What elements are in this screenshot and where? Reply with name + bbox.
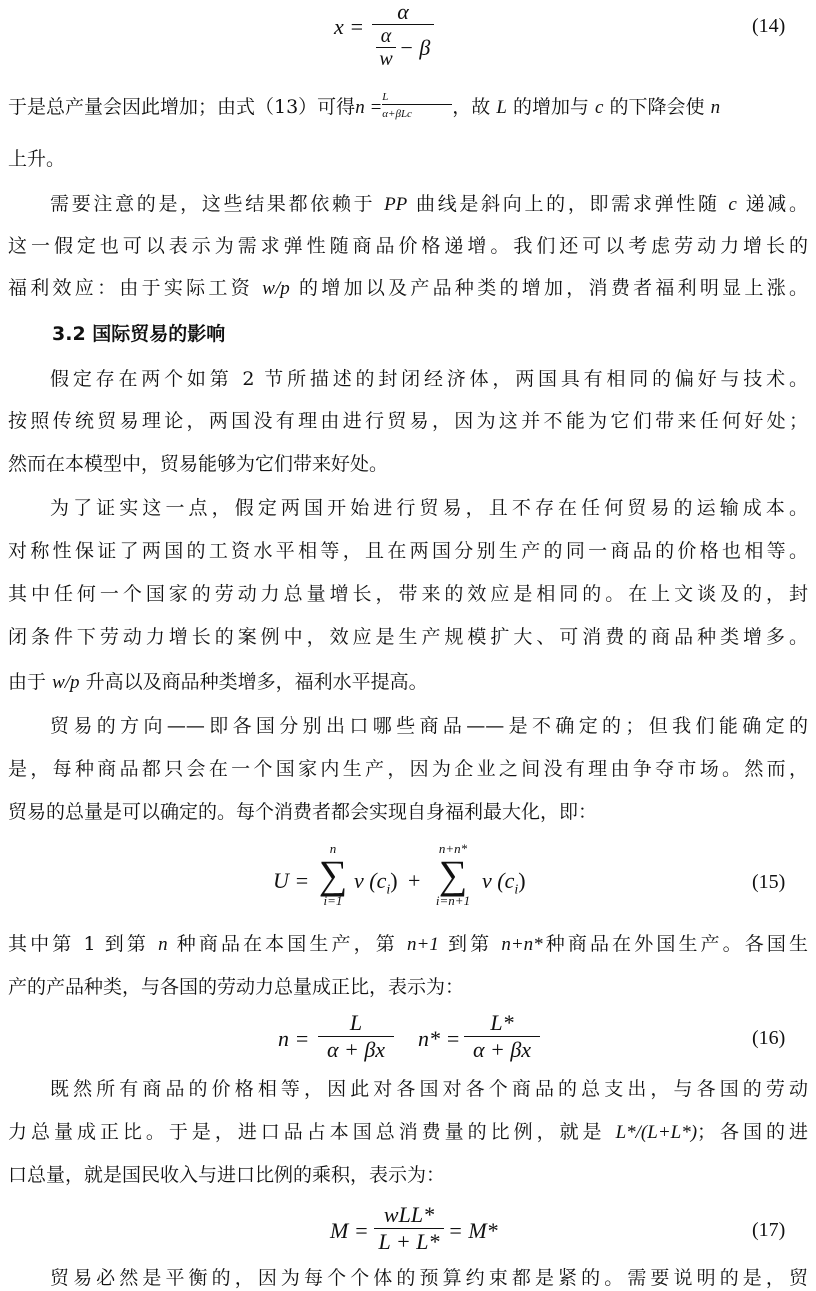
eq15-sum2-upper: n+n* bbox=[438, 841, 468, 856]
eq15-term2-close: ) bbox=[518, 868, 526, 893]
eq17-den: L + L* bbox=[378, 1229, 440, 1254]
p2-text-l3b: 的增加以及产品种类的增加，消费者福利明显上涨。 bbox=[299, 277, 808, 299]
paragraph-7-line-2 bbox=[8, 1120, 808, 1145]
p7-text-b: ；各国的进 bbox=[697, 1121, 808, 1143]
eq15-term1-sub: i bbox=[386, 882, 391, 898]
paragraph-3-line-1: 假定存在两个如第 2 节所描述的封闭经济体，两国具有相同的偏好与技术。 bbox=[50, 368, 808, 390]
p7-ratio: L*/(L+L*) bbox=[615, 1122, 698, 1143]
paragraph-2-line-1 bbox=[50, 192, 808, 217]
eq14-inner-denominator: w bbox=[379, 48, 393, 70]
eq14-minus-beta: − β bbox=[399, 35, 431, 60]
p1-n-eq: n = bbox=[355, 97, 383, 118]
eq16-lhs-1: n = bbox=[278, 1026, 310, 1051]
p1-n: n bbox=[710, 97, 721, 118]
paragraph-5-line-1: 贸易的方向——即各国分别出口哪些商品——是不确定的；但我们能确定的 bbox=[50, 715, 808, 737]
p1-c: c bbox=[595, 97, 604, 118]
p2-text-l3a: 福利效应：由于实际工资 bbox=[8, 277, 253, 299]
paragraph-1-line-1 bbox=[8, 92, 808, 124]
p6-n: n bbox=[158, 934, 168, 955]
eq15-term-2 bbox=[482, 868, 526, 898]
p4-text-b: 升高以及商品种类增多，福利水平提高。 bbox=[85, 671, 428, 693]
eq15-sum-1 bbox=[314, 842, 352, 908]
paragraph-3-line-2: 按照传统贸易理论，两国没有理由进行贸易，因为这并不能为它们带来任何好处； bbox=[8, 410, 808, 432]
inline-fraction-num: L bbox=[382, 90, 452, 105]
p6-text-b: 种商品在本国生产，第 bbox=[176, 933, 398, 955]
eq15-term2-text: v (c bbox=[482, 868, 515, 893]
paragraph-2-line-3 bbox=[8, 276, 808, 301]
p4-text-a: 由于 bbox=[8, 671, 47, 693]
paragraph-2-line-2: 这一假定也可以表示为需求弹性随商品价格递增。我们还可以考虑劳动力增长的 bbox=[8, 235, 808, 257]
p4-wp: w/p bbox=[52, 672, 80, 693]
eq16-lhs-2: n* = bbox=[418, 1026, 461, 1051]
p2-c: c bbox=[728, 194, 737, 215]
eq14-numerator: α bbox=[372, 0, 434, 25]
p6-text-d: 种商品在外国生产。各国生 bbox=[542, 933, 808, 955]
inline-fraction bbox=[382, 92, 452, 124]
eq14-lhs: x = bbox=[334, 14, 365, 39]
eq15-term1-text: v (c bbox=[354, 868, 387, 893]
eq15-term1-close: ) bbox=[390, 868, 398, 893]
eq14-number: (14) bbox=[752, 15, 786, 37]
paragraph-5-line-2: 是，每种商品都只会在一个国家内生产，因为企业之间没有理由争夺市场。然而， bbox=[8, 758, 808, 780]
eq17-fraction bbox=[374, 1202, 444, 1255]
p1-text-a: 于是总产量会因此增加；由式（13）可得 bbox=[8, 96, 356, 118]
paragraph-3-line-3: 然而在本模型中，贸易能够为它们带来好处。 bbox=[8, 453, 389, 475]
p7-text-a: 力总量成正比。于是，进口品占本国总消费量的比例，就是 bbox=[8, 1121, 606, 1143]
eq16-num-1: L bbox=[318, 1010, 394, 1037]
eq16-num-2: L* bbox=[464, 1010, 540, 1037]
p2-text-d: 递减。 bbox=[745, 193, 808, 215]
paragraph-4-line-5 bbox=[8, 670, 808, 695]
eq14-inner-numerator: α bbox=[376, 25, 396, 48]
p1-text-b: ，故 bbox=[452, 96, 491, 118]
p6-text-c: 到第 bbox=[447, 933, 493, 955]
eq15-sigma-2: ∑ bbox=[438, 852, 468, 897]
eq17-number: (17) bbox=[752, 1219, 786, 1241]
eq14-fraction bbox=[372, 0, 434, 69]
eq15-sum-2 bbox=[428, 842, 478, 908]
p2-pp: PP bbox=[384, 194, 408, 215]
section-heading: 3.2 国际贸易的影响 bbox=[52, 323, 226, 345]
eq15-term2-sub: i bbox=[514, 882, 519, 898]
eq15-sum2-lower: i=n+1 bbox=[435, 893, 471, 908]
inline-fraction-den: α+βLc bbox=[382, 108, 412, 120]
eq17-lhs: M = bbox=[330, 1218, 369, 1243]
eq17-num: wLL* bbox=[374, 1202, 444, 1229]
p2-wp: w/p bbox=[262, 278, 290, 299]
p1-text-c2: 的下降会使 bbox=[609, 96, 705, 118]
eq16-fraction-1 bbox=[318, 1010, 394, 1063]
eq16-number: (16) bbox=[752, 1027, 786, 1049]
paragraph-4-line-2: 对称性保证了两国的工资水平相等，且在两国分别生产的同一商品的价格也相等。 bbox=[8, 540, 808, 562]
p1-L: L bbox=[496, 97, 507, 118]
eq15-sigma-1: ∑ bbox=[318, 852, 348, 897]
eq15-sum1-lower: i=1 bbox=[323, 893, 343, 908]
p2-text-b: 曲线是斜向上的，即需求弹性随 bbox=[416, 193, 720, 215]
eq15-lhs: U = bbox=[273, 868, 310, 893]
paragraph-8-line-1: 贸易必然是平衡的，因为每个个体的预算约束都是紧的。需要说明的是，贸 bbox=[50, 1267, 808, 1289]
eq15-plus: + bbox=[408, 868, 421, 893]
eq15-number: (15) bbox=[752, 871, 786, 893]
p6-text-a: 其中第 1 到第 bbox=[8, 933, 149, 955]
p6-nn: n+n* bbox=[501, 934, 543, 955]
p1-text-c1: 的增加与 bbox=[512, 96, 589, 118]
paragraph-4-line-4: 闭条件下劳动力增长的案例中，效应是生产规模扩大、可消费的商品种类增多。 bbox=[8, 626, 808, 648]
paragraph-7-line-3: 口总量，就是国民收入与进口比例的乘积，表示为： bbox=[8, 1164, 446, 1186]
paragraph-6-line-2: 产的产品种类，与各国的劳动力总量成正比，表示为： bbox=[8, 976, 465, 998]
eq15-term-1 bbox=[354, 868, 398, 898]
paragraph-6-line-1 bbox=[8, 932, 808, 957]
paragraph-4-line-1: 为了证实这一点，假定两国开始进行贸易，且不存在任何贸易的运输成本。 bbox=[50, 497, 808, 519]
p2-text-a: 需要注意的是，这些结果都依赖于 bbox=[50, 193, 376, 215]
p6-n1: n+1 bbox=[407, 934, 439, 955]
eq16-fraction-2 bbox=[464, 1010, 540, 1063]
paragraph-5-line-3: 贸易的总量是可以确定的。每个消费者都会实现自身福利最大化，即： bbox=[8, 801, 598, 823]
paragraph-7-line-1: 既然所有商品的价格相等，因此对各国对各个商品的总支出，与各国的劳动 bbox=[50, 1078, 808, 1100]
paragraph-4-line-3: 其中任何一个国家的劳动力总量增长，带来的效应是相同的。在上文谈及的，封 bbox=[8, 583, 808, 605]
eq16-den-1: α + βx bbox=[326, 1037, 386, 1062]
paragraph-1-line-2: 上升。 bbox=[8, 148, 66, 170]
eq15-sum1-upper: n bbox=[329, 841, 337, 856]
eq16-den-2: α + βx bbox=[472, 1037, 532, 1062]
eq17-rhs: = M* bbox=[448, 1218, 498, 1243]
